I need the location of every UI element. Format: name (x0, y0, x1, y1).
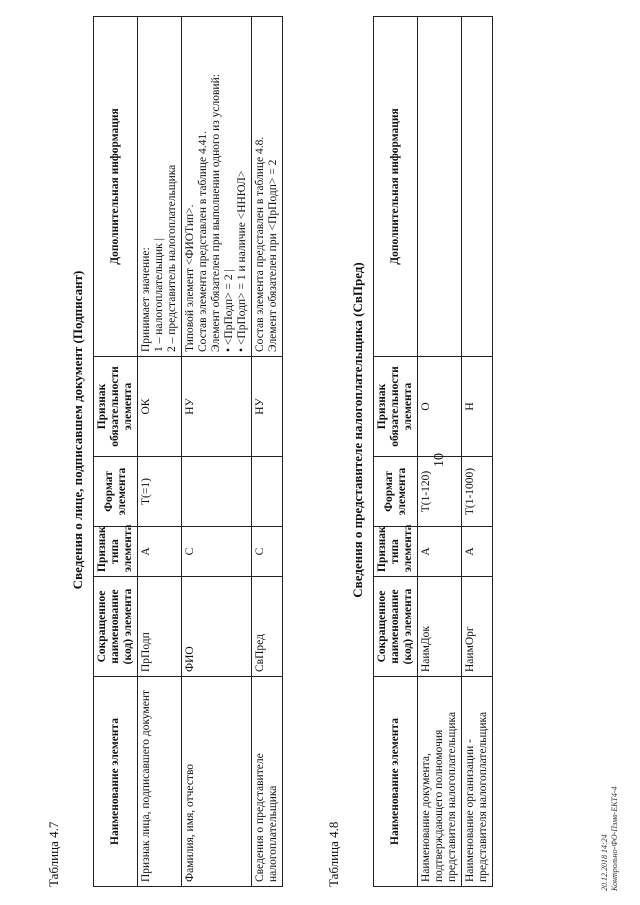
info-line: 2 – представитель налогоплательщика (166, 164, 178, 352)
cell-name: Наименование организации - представителя налогоплательщика (462, 677, 493, 887)
header-required: Признак обязательности элемента (94, 357, 138, 457)
table-row (252, 17, 283, 887)
info-line: Типовой элемент <ФИОТип>. (184, 204, 196, 352)
cell-type: С (182, 527, 252, 577)
table-4-7-caption: Сведения о лице, подписавшем документ (Подписант) (70, 270, 85, 590)
table-4-7 (93, 16, 283, 887)
stamp-line: Контрольно-ФО-Пзмв-ЕКТ4-4 (610, 786, 619, 891)
cell-info (462, 17, 493, 357)
cell-code: СвПред (252, 577, 283, 677)
cell-info (138, 17, 182, 357)
cell-name: Фамилия, имя, отчество (182, 677, 252, 887)
cell-name: Наименование документа, подтверждающего полномочия представителя налогоплательщика (418, 677, 462, 887)
header-type: Признак типа элемента (374, 527, 418, 577)
info-line: Элемент обязателен при <ПрПодп> = 2 (267, 159, 279, 352)
header-info: Дополнительная информация (94, 17, 138, 357)
cell-info (182, 17, 252, 357)
table-4-8-label: Таблица 4.8 (326, 821, 341, 887)
cell-format: Т(1-1000) (462, 457, 493, 527)
info-line: • <ПрПодп> = 2 | (223, 269, 235, 352)
table-row (462, 17, 493, 887)
table-4-7-label: Таблица 4.7 (46, 821, 61, 887)
cell-type: С (252, 527, 283, 577)
cell-info (418, 17, 462, 357)
info-line: Принимает значение: (140, 247, 152, 352)
cell-type: А (418, 527, 462, 577)
info-line: Состав элемента представлен в таблице 4.8. (254, 136, 266, 352)
cell-code: НаимОрг (462, 577, 493, 677)
table-row (182, 17, 252, 887)
info-line: Состав элемента представлен в таблице 4.41. (197, 130, 209, 352)
info-line: • <ПрПодп> = 1 и наличие <ННЮЛ> (236, 170, 248, 352)
table-header-row (374, 17, 418, 887)
header-format: Формат элемента (94, 457, 138, 527)
print-stamp (600, 786, 620, 891)
page-number: 10 (432, 453, 447, 467)
cell-name: Сведения о представителе налогоплательщика (252, 677, 283, 887)
cell-type: А (138, 527, 182, 577)
cell-format: Т(1-120) (418, 457, 462, 527)
header-name: Наименование элемента (374, 677, 418, 887)
cell-required: НУ (182, 357, 252, 457)
cell-required: Н (462, 357, 493, 457)
cell-code: НаимДок (418, 577, 462, 677)
cell-format (252, 457, 283, 527)
header-format: Формат элемента (374, 457, 418, 527)
cell-info (252, 17, 283, 357)
cell-required: О (418, 357, 462, 457)
header-type: Признак типа элемента (94, 527, 138, 577)
header-info: Дополнительная информация (374, 17, 418, 357)
table-row (418, 17, 462, 887)
table-4-8 (373, 16, 493, 887)
cell-required: НУ (252, 357, 283, 457)
table-header-row (94, 17, 138, 887)
info-line: Элемент обязателен при выполнении одного из условий: (210, 74, 222, 352)
cell-type: А (462, 527, 493, 577)
cell-required: ОК (138, 357, 182, 457)
cell-name: Признак лица, подписавшего документ (138, 677, 182, 887)
table-row (138, 17, 182, 887)
cell-format: Т(=1) (138, 457, 182, 527)
header-name: Наименование элемента (94, 677, 138, 887)
header-code: Сокращенное наименование (код) элемента (374, 577, 418, 677)
cell-format (182, 457, 252, 527)
cell-code: ПрПодп (138, 577, 182, 677)
table-4-8-caption: Сведения о представителе налогоплательщика (СвПред) (350, 262, 365, 598)
cell-code: ФИО (182, 577, 252, 677)
header-code: Сокращенное наименование (код) элемента (94, 577, 138, 677)
header-required: Признак обязательности элемента (374, 357, 418, 457)
info-line: 1 – налогоплательщик | (153, 238, 165, 352)
stamp-line: 20.12.2018 14:24 (600, 834, 609, 891)
